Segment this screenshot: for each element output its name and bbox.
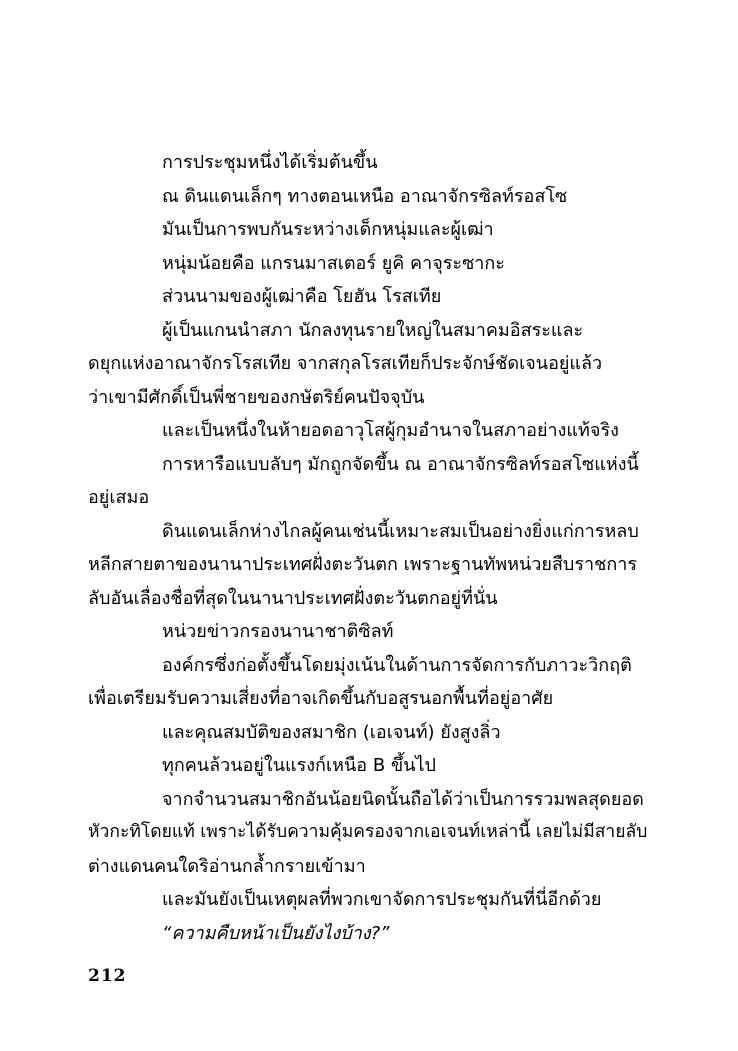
text-line: และมันยังเป็นเหตุผลที่พวกเขาจัดการประชุมกันที่นี่อีกด้วย <box>162 889 602 910</box>
text-line: ว่าเขามีศักดิ์เป็นพี่ชายของกษัตริย์คนปัจจุบัน <box>88 386 425 408</box>
text-line: ต่างแดนคนใดริอ่านกล้ำกรายเข้ามา <box>88 855 366 877</box>
text-line: องค์กรซึ่งก่อตั้งขึ้นโดยมุ่งเน้นในด้านการจัดการกับภาวะวิกฤติ <box>162 654 632 676</box>
text-line: มันเป็นการพบกันระหว่างเด็กหนุ่มและผู้เฒ่า <box>162 219 494 240</box>
text-line: เพื่อเตรียมรับความเสี่ยงที่อาจเกิดขึ้นกับอสูรนอกพื้นที่อยู่อาศัย <box>88 688 554 709</box>
paragraph <box>88 917 650 951</box>
paragraph <box>88 883 650 917</box>
page-number: 212 <box>88 966 127 986</box>
paragraph <box>88 649 650 716</box>
paragraph <box>88 146 650 180</box>
text-line: ดยุกแห่งอาณาจักรโรสเทีย จากสกุลโรสเทียก็ประจักษ์ชัดเจนอยู่แล้ว <box>88 353 603 374</box>
paragraph <box>88 213 650 247</box>
paragraph <box>88 314 650 415</box>
text-line: การหารือแบบลับๆ มักถูกจัดขึ้น ณ อาณาจักรซิลท์รอสโซแห่งนี้ <box>162 453 639 475</box>
paragraph <box>88 515 650 616</box>
text-line: ทุกคนล้วนอยู่ในแรงก์เหนือ B ขึ้นไป <box>162 755 436 776</box>
paragraph <box>88 247 650 281</box>
text-line: หัวกะทิโดยแท้ เพราะได้รับความคุ้มครองจากเอเจนท์เหล่านี้ เลยไม่มีสายลับ <box>88 822 648 842</box>
paragraph <box>88 783 650 884</box>
text-line: อยู่เสมอ <box>88 487 150 508</box>
text-line: ผู้เป็นแกนนำสภา นักลงทุนรายใหญ่ในสมาคมอิสระและ <box>162 319 584 341</box>
text-line: ณ ดินแดนเล็กๆ ทางตอนเหนือ อาณาจักรซิลท์รอสโซ <box>162 185 568 207</box>
paragraph <box>88 414 650 448</box>
text-line: หนุ่มน้อยคือ แกรนมาสเตอร์ ยูคิ คาจุระซากะ <box>162 252 505 274</box>
text-line: และคุณสมบัติของสมาชิก (เอเจนท์) ยังสูงลิ่ว <box>162 721 501 743</box>
text-line: “ความคืบหน้าเป็นยังไงบ้าง?” <box>162 922 390 944</box>
paragraph <box>88 448 650 515</box>
text-line: ดินแดนเล็กห่างไกลผู้คนเช่นนี้เหมาะสมเป็นอย่างยิ่งแก่การหลบ <box>162 520 639 542</box>
text-line: ส่วนนามของผู้เฒ่าคือ โยฮัน โรสเทีย <box>162 286 442 307</box>
paragraph <box>88 180 650 214</box>
paragraph <box>88 615 650 649</box>
text-line: หน่วยข่าวกรองนานาชาติซิลท์ <box>162 621 394 642</box>
paragraph <box>88 749 650 783</box>
text-line: จากจำนวนสมาชิกอันน้อยนิดนั้นถือได้ว่าเป็นการรวมพลสุดยอด <box>162 788 644 810</box>
text-line: และเป็นหนึ่งในห้ายอดอาวุโสผู้กุมอำนาจในสภาอย่างแท้จริง <box>162 420 619 441</box>
text-line: ลับอันเลื่องชื่อที่สุดในนานาประเทศฝั่งตะวันตกอยู่ที่นั่น <box>88 587 498 609</box>
paragraph <box>88 716 650 750</box>
body-text <box>88 146 650 950</box>
text-line: การประชุมหนึ่งได้เริ่มต้นขึ้น <box>162 152 378 173</box>
paragraph <box>88 280 650 314</box>
text-line: หลีกสายตาของนานาประเทศฝั่งตะวันตก เพราะฐานทัพหน่วยสืบราชการ <box>88 554 638 575</box>
